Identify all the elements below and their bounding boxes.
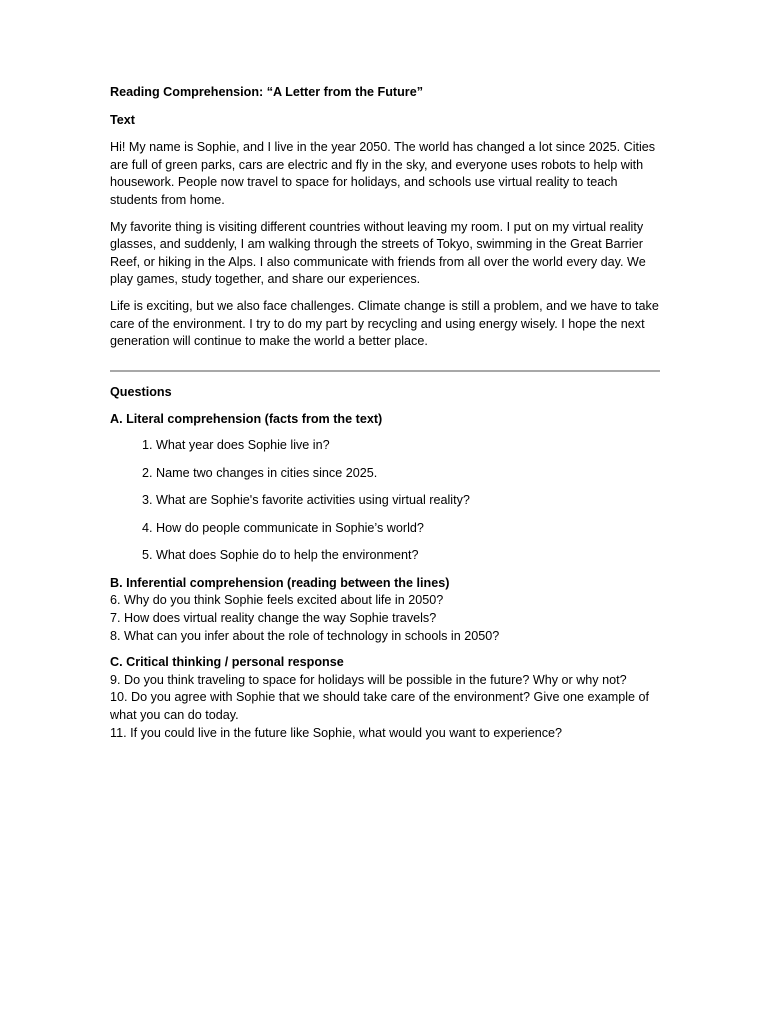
question-line: 11. If you could live in the future like Sophie, what would you want to experience? [110, 725, 563, 740]
question-number: 1. [142, 437, 153, 452]
section-b-heading: B. Inferential comprehension (reading between the lines) [110, 575, 450, 590]
question-number: 4. [142, 520, 153, 535]
list-item [110, 520, 660, 538]
text-paragraph-3: Life is exciting, but we also face challenges. Climate change is still a problem, and we have to take care of the environment. I try to do my part by recycling and using energy wisely. I hope the next generation will continue to make the world a better place. [110, 298, 659, 349]
list-item [110, 437, 660, 455]
question-text: Name two changes in cities since 2025. [156, 465, 378, 480]
document-page [110, 84, 660, 751]
list-item [110, 547, 660, 565]
question-line: 9. Do you think traveling to space for holidays will be possible in the future? Why or why not? [110, 672, 627, 687]
question-text: What year does Sophie live in? [156, 437, 330, 452]
question-line: 8. What can you infer about the role of technology in schools in 2050? [110, 628, 500, 643]
text-heading: Text [110, 112, 135, 127]
question-number: 2. [142, 465, 153, 480]
question-number: 3. [142, 493, 153, 508]
literal-questions-list [110, 437, 660, 565]
list-item [110, 492, 660, 510]
questions-heading: Questions [110, 384, 172, 399]
list-item [110, 465, 660, 483]
section-c [110, 654, 660, 742]
text-paragraph-2: My favorite thing is visiting different countries without leaving my room. I put on my virtual reality glasses, and suddenly, I am walking through the streets of Tokyo, swimming in the Great Barrier Reef, or hiking in the Alps. I also communicate with friends from all over the world every day. We play games, study together, and share our experiences. [110, 219, 646, 287]
question-text: How do people communicate in Sophie’s world? [156, 520, 424, 535]
section-b [110, 575, 660, 645]
text-paragraph-1: Hi! My name is Sophie, and I live in the year 2050. The world has changed a lot since 2025. Cities are full of green parks, cars are electric and fly in the sky, and everyone uses robots to help with housework. People now travel to space for holidays, and schools use virtual reality to teach students from home. [110, 140, 656, 207]
question-number: 5. [142, 548, 153, 563]
question-line: 6. Why do you think Sophie feels excited about life in 2050? [110, 593, 444, 608]
section-c-heading: C. Critical thinking / personal response [110, 655, 344, 670]
question-text: What does Sophie do to help the environment? [156, 548, 419, 563]
question-line: 10. Do you agree with Sophie that we should take care of the environment? Give one example of what you can do today. [110, 690, 650, 723]
question-line: 7. How does virtual reality change the way Sophie travels? [110, 611, 437, 626]
document-title: Reading Comprehension: “A Letter from the Future” [110, 85, 423, 99]
section-a-heading: A. Literal comprehension (facts from the text) [110, 412, 383, 427]
question-text: What are Sophie's favorite activities using virtual reality? [156, 493, 470, 508]
horizontal-divider [110, 370, 660, 372]
